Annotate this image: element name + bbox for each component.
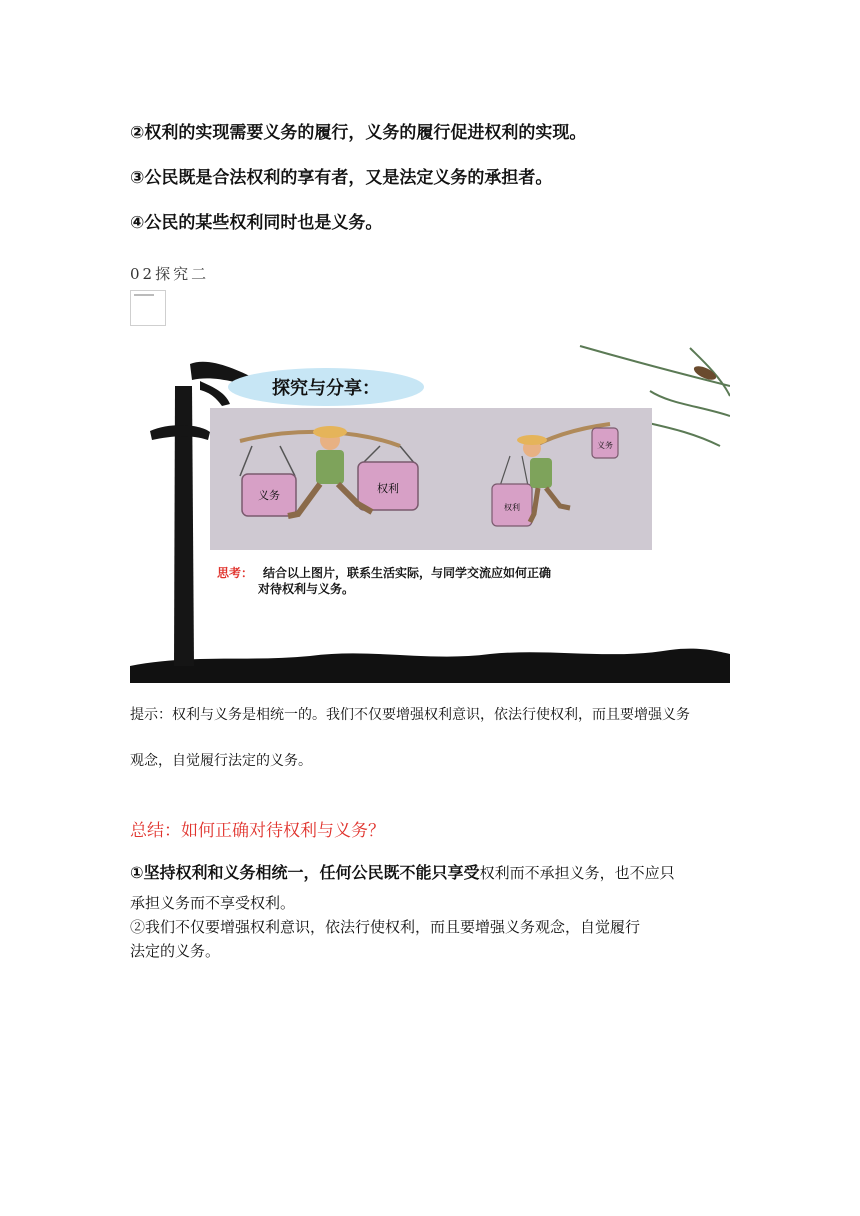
hint-line-2: 观念，自觉履行法定的义务。: [130, 753, 312, 769]
think-label: 思考：: [217, 566, 254, 580]
summary-line-2: 承担义务而不享受权利。: [130, 894, 296, 912]
ink-scene-svg: [130, 336, 730, 683]
illustration: [130, 336, 730, 683]
basket-label-right: 权利: [377, 482, 399, 495]
ink-ground: [130, 649, 730, 683]
summary-line-1-bold: ①坚持权利和义务相统一，任何公民既不能只享受: [130, 863, 480, 882]
basket-label-obligation: 义务: [258, 489, 280, 502]
point-4: ④公民的某些权利同时也是义务。: [130, 213, 383, 233]
summary-line-1: [130, 860, 675, 883]
summary-line-1-rest: 权利而不承担义务，也不应只: [479, 864, 675, 882]
summary-line-3: ②我们不仅要增强权利意识，依法行使权利，而且要增强义务观念，自觉履行: [130, 918, 641, 936]
summary-line-4: 法定的义务。: [130, 942, 221, 960]
think-line-2: 对待权利与义务。: [258, 582, 355, 596]
small-basket-label-obligation: 义务: [597, 441, 613, 450]
section-heading: 02探究二: [130, 265, 210, 283]
point-2: ②权利的实现需要义务的履行，义务的履行促进权利的实现。: [130, 123, 587, 143]
summary-title: 总结：如何正确对待权利与义务？: [130, 821, 385, 841]
small-basket-label-right: 权利: [504, 503, 520, 512]
image-thumbnail: [130, 290, 166, 326]
banner-text: 探究与分享：: [272, 378, 380, 399]
think-line-1: 结合以上图片，联系生活实际，与同学交流应如何正确: [263, 566, 552, 580]
point-3: ③公民既是合法权利的享有者，又是法定义务的承担者。: [130, 168, 553, 188]
hint-line-1: 提示：权利与义务是相统一的。我们不仅要增强权利意识，依法行使权利，而且要增强义务: [130, 707, 690, 723]
